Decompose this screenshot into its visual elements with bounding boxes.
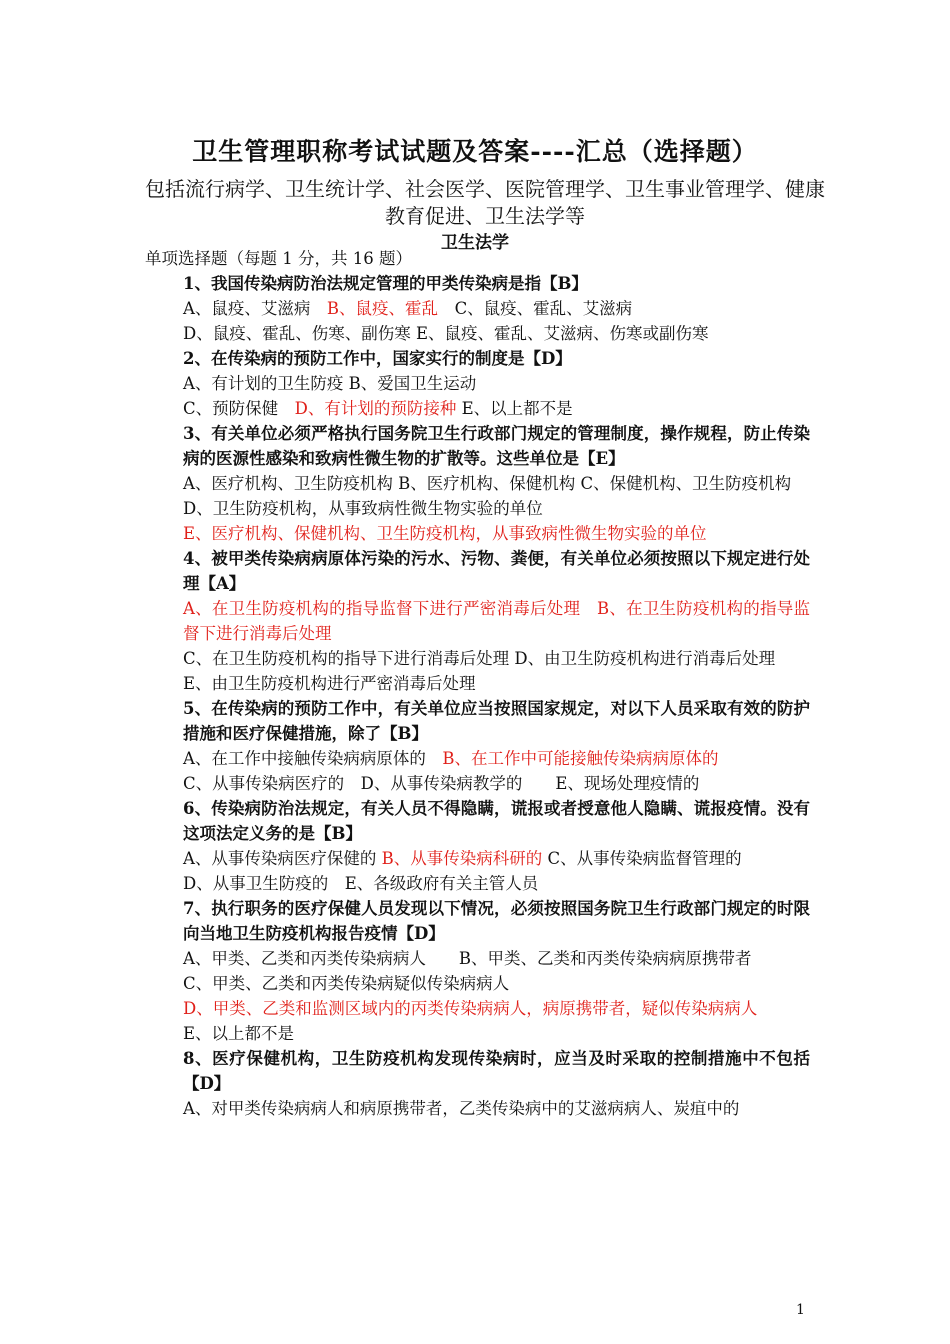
- question-6-stem: 6、传染病防治法规定，有关人员不得隐瞒，谎报或者授意他人隐瞒、谎报疫情。没有这项法定义务的是【B】: [183, 799, 810, 843]
- question-3-stem: 3、有关单位必须严格执行国务院卫生行政部门规定的管理制度，操作规程，防止传染病的医源性感染和致病性微生物的扩散等。这些单位是【E】: [183, 424, 810, 468]
- correct-answer-text: E、医疗机构、保健机构、卫生防疫机构，从事致病性微生物实验的单位: [183, 524, 707, 543]
- question-1-options-line-1: [145, 296, 810, 321]
- question-2-options-line-2: [145, 396, 810, 421]
- question-7-options-line-1: A、甲类、乙类和丙类传染病病人 B、甲类、乙类和丙类传染病病原携带者: [183, 949, 752, 968]
- option-text: C、鼠疫、霍乱、艾滋病: [438, 299, 633, 318]
- question-7-stem: 7、执行职务的医疗保健人员发现以下情况，必须按照国务院卫生行政部门规定的时限向当地卫生防疫机构报告疫情【D】: [183, 899, 810, 943]
- correct-answer-text: D、甲类、乙类和监测区域内的丙类传染病病人，病原携带者，疑似传染病病人: [183, 999, 758, 1018]
- document-title: 卫生管理职称考试试题及答案----汇总（选择题）: [192, 137, 758, 166]
- question-4-stem: 4、被甲类传染病病原体污染的污水、污物、粪便，有关单位必须按照以下规定进行处理【A】: [183, 549, 810, 593]
- correct-answer-text: B、鼠疫、霍乱: [326, 299, 439, 318]
- question-2-stem: 2、在传染病的预防工作中，国家实行的制度是【D】: [183, 349, 572, 368]
- question-6-options-line-1: [145, 846, 810, 871]
- question-1-stem: 1、我国传染病防治法规定管理的甲类传染病是指【B】: [183, 274, 588, 293]
- question-4-options-line-1: A、在卫生防疫机构的指导监督下进行严密消毒后处理 B、在卫生防疫机构的指导监督下进行消毒后处理: [183, 599, 810, 643]
- question-5-options-line-2: C、从事传染病医疗的 D、从事传染病教学的 E、现场处理疫情的: [183, 774, 700, 793]
- question-5-options-line-1: [145, 746, 810, 771]
- question-list: [145, 246, 810, 1121]
- question-3-options-line-2: D、卫生防疫机构，从事致病性微生物实验的单位: [183, 499, 543, 518]
- question-4-options-line-3: E、由卫生防疫机构进行严密消毒后处理: [183, 674, 476, 693]
- correct-answer-text: B、从事传染病科研的: [381, 849, 543, 868]
- question-2-options-line-1: A、有计划的卫生防疫 B、爱国卫生运动: [183, 374, 477, 393]
- correct-answer-text: D、有计划的预防接种: [294, 399, 457, 418]
- question-5-stem: 5、在传染病的预防工作中，有关单位应当按照国家规定，对以下人员采取有效的防护措施和医疗保健措施，除了【B】: [183, 699, 810, 743]
- question-7-options-line-2: C、甲类、乙类和丙类传染病疑似传染病病人: [183, 974, 510, 993]
- question-8-options-line-1: A、对甲类传染病病人和病原携带者，乙类传染病中的艾滋病病人、炭疽中的: [183, 1099, 740, 1118]
- question-6-options-line-2: D、从事卫生防疫的 E、各级政府有关主管人员: [183, 874, 539, 893]
- document-subtitle: 包括流行病学、卫生统计学、社会医学、医院管理学、卫生事业管理学、健康教育促进、卫生法学等: [145, 177, 825, 228]
- question-7-options-line-4: E、以上都不是: [183, 1024, 295, 1043]
- option-text: C、从事传染病监督管理的: [542, 849, 742, 868]
- question-4-options-line-2: C、在卫生防疫机构的指导下进行消毒后处理 D、由卫生防疫机构进行消毒后处理: [183, 649, 776, 668]
- option-text: C、预防保健: [183, 399, 295, 418]
- option-text: A、从事传染病医疗保健的: [183, 849, 382, 868]
- option-text: A、鼠疫、艾滋病: [183, 299, 327, 318]
- instruction-text: 单项选择题（每题 1 分，共 16 题）: [145, 249, 412, 268]
- section-heading: 卫生法学: [441, 233, 509, 253]
- question-1-options-line-2: D、鼠疫、霍乱、伤寒、副伤寒 E、鼠疫、霍乱、艾滋病、伤寒或副伤寒: [183, 324, 709, 343]
- option-text: E、以上都不是: [456, 399, 573, 418]
- page-number: 1: [796, 1302, 805, 1318]
- option-text: A、在工作中接触传染病病原体的: [183, 749, 443, 768]
- question-8-stem: 8、医疗保健机构，卫生防疫机构发现传染病时，应当及时采取的控制措施中不包括【D】: [183, 1049, 810, 1093]
- question-3-options-line-1: A、医疗机构、卫生防疫机构 B、医疗机构、保健机构 C、保健机构、卫生防疫机构: [183, 474, 792, 493]
- correct-answer-text: B、在工作中可能接触传染病病原体的: [442, 749, 719, 768]
